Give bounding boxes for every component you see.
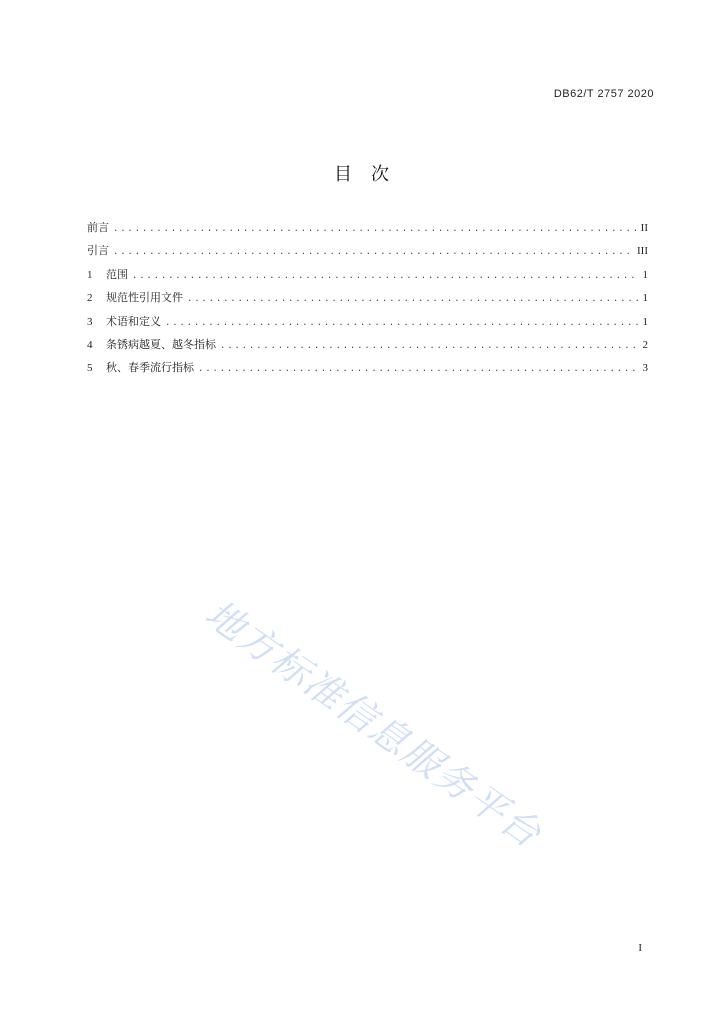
toc-entry-number: 5 — [87, 362, 93, 375]
toc-entry-page: 2 — [642, 338, 648, 351]
toc-entry-introduction[interactable] — [87, 239, 648, 262]
toc-entry-label: 术语和定义 — [106, 314, 161, 328]
toc-entry-label: 前言 — [87, 221, 109, 234]
page-title — [0, 160, 724, 186]
toc-entry-label: 秋、春季流行指标 — [106, 361, 194, 375]
toc-entry-page: 3 — [642, 362, 648, 375]
title-char-1: 目 — [334, 164, 353, 185]
toc-entry-number: 2 — [87, 292, 93, 305]
toc-dot-leader — [113, 218, 637, 241]
toc-entry-page: 1 — [642, 292, 648, 305]
toc-entry-page: III — [637, 245, 648, 258]
toc-entry-epidemic-indicators[interactable] — [87, 356, 648, 379]
toc-entry-page: 1 — [642, 315, 648, 328]
toc-entry-number: 1 — [87, 268, 93, 281]
toc-entry-oversummering-indicators[interactable] — [87, 333, 648, 356]
toc-dot-leader — [113, 241, 633, 264]
page-number: I — [638, 942, 642, 954]
toc-entry-foreword[interactable] — [87, 216, 648, 239]
toc-entry-page: II — [640, 222, 648, 234]
toc-entry-normative-references[interactable] — [87, 286, 648, 309]
toc-dot-leader — [220, 335, 639, 358]
watermark: 地方标准信息服务平台 — [197, 591, 551, 857]
toc-entry-number: 3 — [87, 315, 93, 328]
toc-dot-leader — [198, 358, 639, 381]
toc-dot-leader — [165, 312, 639, 335]
toc-entry-label: 规范性引用文件 — [106, 291, 183, 305]
toc-entry-label: 条锈病越夏、越冬指标 — [106, 337, 216, 351]
table-of-contents — [87, 216, 648, 380]
title-char-2: 次 — [371, 164, 390, 185]
toc-entry-label: 引言 — [87, 244, 109, 258]
toc-dot-leader — [132, 265, 639, 288]
toc-entry-page: 1 — [642, 268, 648, 281]
toc-entry-number: 4 — [87, 338, 93, 351]
document-code: DB62/T 2757 2020 — [553, 88, 654, 100]
toc-entry-terms-definitions[interactable] — [87, 310, 648, 333]
toc-dot-leader — [187, 288, 639, 311]
toc-entry-label: 范围 — [106, 267, 128, 281]
toc-entry-scope[interactable] — [87, 263, 648, 286]
